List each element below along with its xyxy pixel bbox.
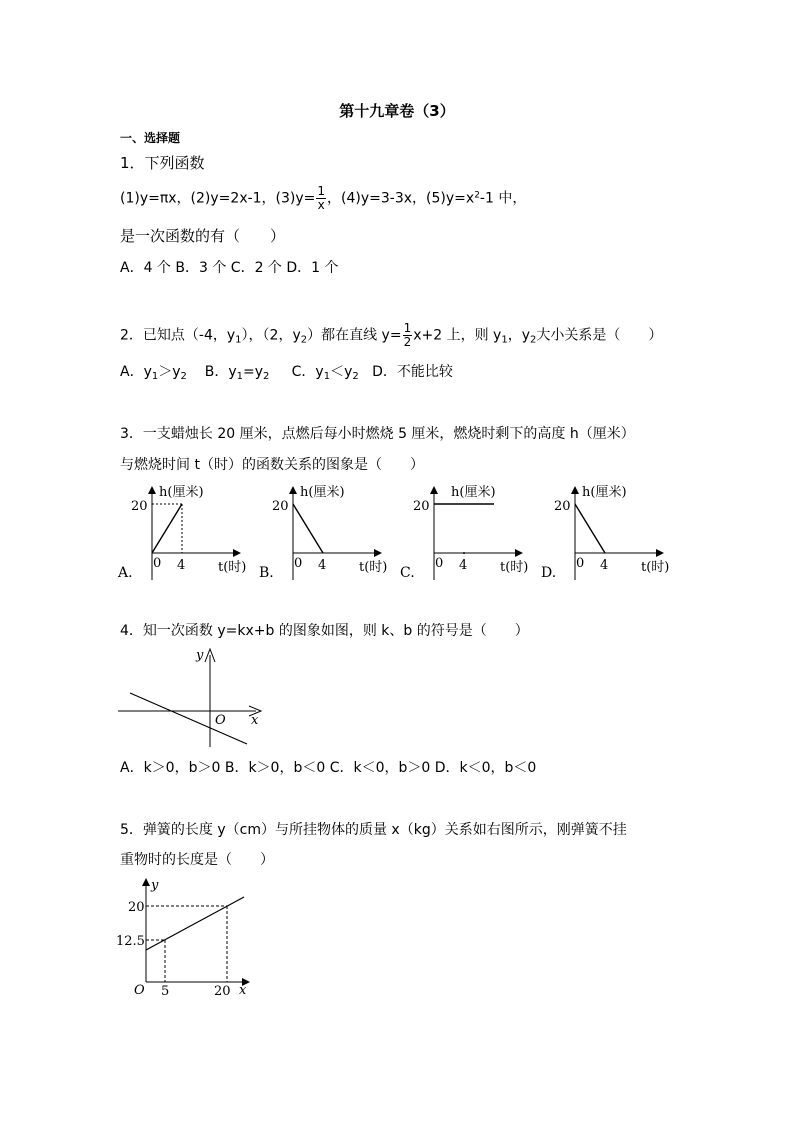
q3a-letter: A. [118, 565, 133, 580]
q3b-y20: 20 [272, 499, 289, 514]
q3a-y20: 20 [131, 499, 148, 514]
q1-superscript: 2 [474, 190, 480, 201]
q2-stem [120, 322, 662, 349]
q5-x5: 5 [161, 984, 170, 999]
q2-text-5: ，y [507, 327, 530, 344]
q1-text-a: (1)y=πx，(2)y=2x-1，(3)y= [120, 190, 316, 207]
q3-line2: 与燃烧时间 t（时）的函数关系的图象是（ ） [120, 457, 424, 473]
q3d-xlabel: t(时) [641, 560, 670, 575]
q3-graph-a [115, 480, 255, 580]
q3a-xlabel: t(时) [218, 560, 247, 575]
q3-line1: 3．一支蜡烛长 20 厘米，点燃后每小时燃烧 5 厘米，燃烧时剩下的高度 h（厘米） [120, 426, 635, 442]
q3d-x4: 4 [600, 558, 609, 573]
q4-options: A．k＞0，b＞0 B．k＞0，b＜0 C．k＜0，b＞0 D．k＜0，b＜0 [120, 760, 537, 776]
q3-graph-c [397, 480, 537, 580]
q3b-letter: B. [259, 565, 274, 580]
q5-y125: 12.5 [116, 934, 145, 949]
q4-stem: 4．知一次函数 y=kx+b 的图象如图，则 k、b 的符号是（ ） [120, 623, 529, 639]
q3d-ylabel: h(厘米) [582, 485, 627, 500]
q4-ylabel: y [196, 648, 204, 663]
q5-ylabel: y [151, 878, 159, 893]
q2-text-2: ），（2，y [241, 327, 301, 344]
q3-graph-b [256, 480, 396, 580]
q3b-origin: 0 [294, 556, 303, 571]
q1-function-list [120, 185, 526, 212]
q3d-y20: 20 [554, 499, 571, 514]
q1-question: 是一次函数的有（ ） [120, 227, 286, 245]
q3b-x4: 4 [318, 558, 327, 573]
q3c-ylabel: h(厘米) [451, 485, 496, 500]
q2-text-4: x+2 上，则 y [413, 327, 502, 344]
q2-option-c: C．$y_1<y_2$ [291, 364, 359, 382]
q3c-y20: 20 [413, 499, 430, 514]
q3a-x4: 4 [177, 558, 186, 573]
q3c-x4: 4 [459, 558, 468, 573]
q2-sub-3: 1 [501, 334, 508, 346]
q2-sub-2: 2 [300, 334, 308, 346]
q2-option-a: A．$y_1>y_2$ [120, 364, 187, 382]
q1-frac-num: 1 [317, 184, 326, 198]
q2-sub-4: 2 [530, 334, 537, 346]
q3c-xlabel: t(时) [500, 560, 529, 575]
q5-graph [110, 872, 260, 1000]
q5-line1: 5．弹簧的长度 y（cm）与所挂物体的质量 x（kg）关系如右图所示，刚弹簧不挂 [120, 822, 627, 838]
q1-fraction [316, 185, 326, 212]
q2-options [120, 362, 453, 382]
q2-text-1: 2．已知点（-4，y [120, 327, 236, 344]
q3-graph-d [538, 480, 678, 580]
q2-frac-num: 1 [403, 321, 412, 335]
q3c-letter: C. [400, 565, 415, 580]
q2-text-3: ）都在直线 y= [307, 327, 402, 344]
q5-x20: 20 [214, 984, 231, 999]
q2-fraction [403, 322, 413, 349]
q3a-origin: 0 [153, 556, 162, 571]
q2-option-d: D．不能比较 [372, 364, 453, 380]
q1-options: A．4 个 B．3 个 C．2 个 D．1 个 [120, 260, 339, 276]
q4-graph [118, 643, 270, 753]
q3b-ylabel: h(厘米) [300, 485, 345, 500]
q1-stem: 1．下列函数 [120, 154, 205, 172]
q5-origin: O [134, 983, 145, 998]
q5-y20: 20 [128, 900, 145, 915]
q3d-letter: D. [541, 565, 557, 580]
q2-sub-1: 1 [235, 334, 242, 346]
q5-xlabel: x [239, 983, 247, 998]
q5-line2: 重物时的长度是（ ） [120, 852, 274, 868]
q2-text-6: 大小关系是（ ） [536, 327, 663, 344]
q3d-origin: 0 [576, 556, 585, 571]
q3c-origin: 0 [435, 556, 444, 571]
q2-option-b: B．$y_1=y_2$ [204, 364, 270, 382]
q1-text-c: -1 中， [479, 190, 527, 207]
q3a-ylabel: h(厘米) [159, 485, 204, 500]
q1-text-b: ，(4)y=3-3x，(5)y=x [327, 190, 475, 207]
q3b-xlabel: t(时) [359, 560, 388, 575]
q4-xlabel: x [251, 713, 259, 728]
q1-frac-den: x [317, 198, 325, 212]
section-heading: 一、选择题 [120, 131, 181, 145]
page-title: 第十九章卷（3） [339, 102, 455, 120]
q2-frac-den: 2 [403, 335, 412, 349]
q4-origin: O [215, 713, 226, 728]
